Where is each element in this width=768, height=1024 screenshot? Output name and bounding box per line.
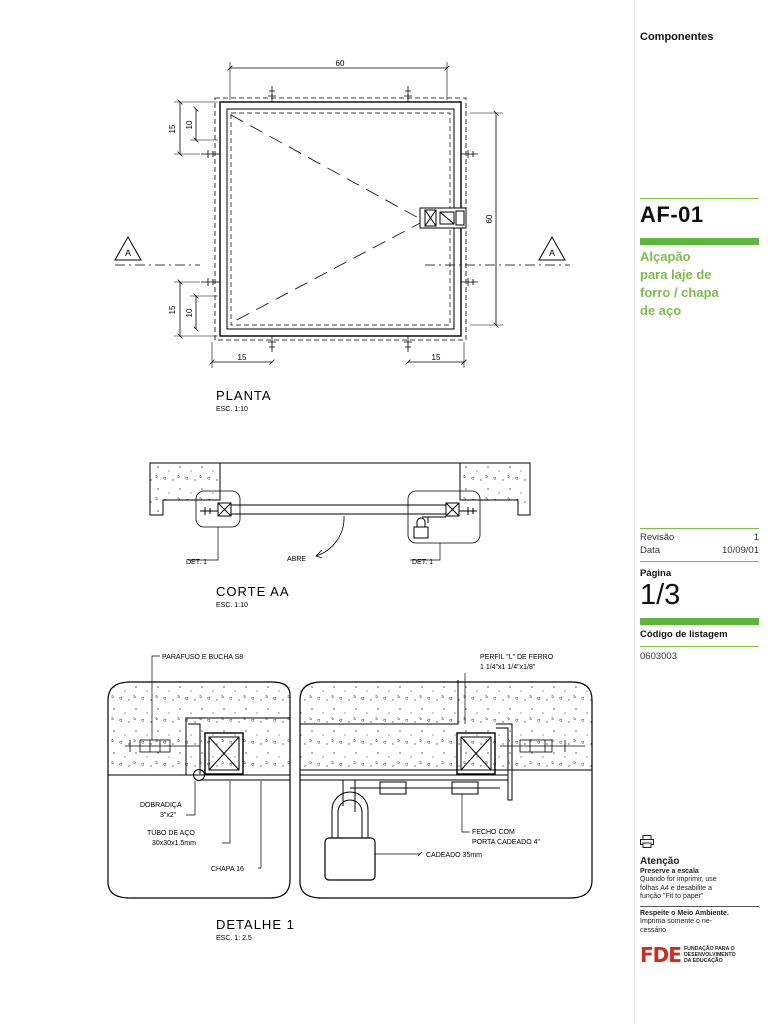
detalhe-scale: ESC. 1: 2.5 (216, 935, 252, 942)
detalhe-title: DETALHE 1 (216, 917, 295, 932)
dim-bottom-right: 15 (431, 353, 441, 362)
label-tubo-1: TUBO DE AÇO (147, 830, 195, 837)
page-top-rule (640, 561, 759, 562)
revision-top-rule (640, 528, 759, 529)
revision-label: Revisão (640, 532, 675, 543)
listing-value: 0603003 (640, 651, 677, 662)
label-chapa: CHAPA 16 (211, 866, 244, 873)
section-view (150, 463, 530, 560)
swing-arc (316, 516, 344, 556)
date-label: Data (640, 545, 661, 556)
revision-block (640, 531, 759, 557)
dim-right: 60 (485, 214, 494, 224)
attention-title: Atenção (640, 855, 680, 867)
date-value: 10/09/01 (722, 545, 759, 556)
dim-left-upper-inner: 10 (185, 120, 194, 130)
dim-left-lower-outer: 15 (168, 305, 177, 315)
door-swing-lines (231, 115, 424, 323)
section-marker-left: A (124, 248, 132, 258)
environment-title: Respeite o Meio Ambiente. (640, 909, 729, 917)
label-dobradica-1: DOBRADIÇA (140, 802, 182, 809)
component-code: AF-01 (640, 202, 704, 227)
detail-left (108, 656, 290, 898)
page-label: Página (640, 568, 672, 579)
slab-right (460, 463, 530, 515)
listing-label: Código de listagem (640, 629, 728, 640)
code-top-rule (640, 198, 759, 199)
section-marker-right: A (548, 248, 556, 258)
corte-scale: ESC. 1:10 (216, 602, 248, 609)
listing-rule (640, 646, 759, 647)
det-label-left: DET. 1 (186, 559, 208, 566)
dim-left-lower-inner: 10 (185, 308, 194, 318)
det-label-right: DET. 1 (412, 559, 434, 566)
category-label: Componentes (640, 31, 714, 43)
fde-logo (640, 943, 759, 967)
label-dobradica-2: 3"x2" (160, 812, 177, 819)
component-title: Alçapão para laje de forro / chapa de aço (640, 249, 719, 318)
page-number: 1/3 (640, 579, 681, 611)
dim-top: 60 (335, 59, 345, 68)
attention-subtitle: Preserve a escala (640, 867, 699, 875)
lock-symbol (420, 208, 466, 228)
planta-title: PLANTA (216, 388, 272, 403)
plan-view (115, 62, 570, 368)
attention-block: Atenção Preserve a escala Quando for imprimir, use folhas A4 e desabilite a função "Fit to paper" Respeite o Meio Ambiente. Imprima somente o ne- cessário (640, 835, 759, 935)
label-perfil-1: PERFIL "L" DE FERRO (480, 654, 554, 661)
revision-value: 1 (753, 532, 759, 543)
dim-bottom-left: 15 (237, 353, 247, 362)
code-green-bar (640, 238, 759, 245)
plan-labels (125, 59, 555, 413)
label-perfil-2: 1 1/4"x1 1/4"x1/8" (480, 664, 536, 671)
section-labels (186, 556, 433, 609)
padlock (325, 838, 375, 880)
dim-left-upper-outer: 15 (168, 124, 177, 134)
logo-text: FUNDAÇÃO PARA O DESENVOLVIMENTO DA EDUCAÇÃO (683, 946, 736, 964)
abre-label: ABRE (287, 556, 307, 563)
planta-scale: ESC. 1:10 (216, 406, 248, 413)
slab-left (150, 463, 220, 515)
label-fecho-1: FECHO COM (472, 829, 515, 836)
label-parafuso: PARAFUSO E BUCHA S8 (162, 654, 244, 661)
corte-title: CORTE AA (216, 584, 290, 599)
label-fecho-2: PORTA CADEADO 4" (472, 839, 540, 846)
label-tubo-2: 30x30x1.5mm (152, 840, 196, 847)
sidebar-divider (634, 0, 635, 1024)
logo-mark: FDE (640, 943, 681, 967)
printer-icon (640, 835, 654, 848)
page-green-bar (640, 618, 759, 625)
detail-right (300, 673, 592, 898)
label-cadeado: CADEADO 35mm (426, 852, 483, 859)
